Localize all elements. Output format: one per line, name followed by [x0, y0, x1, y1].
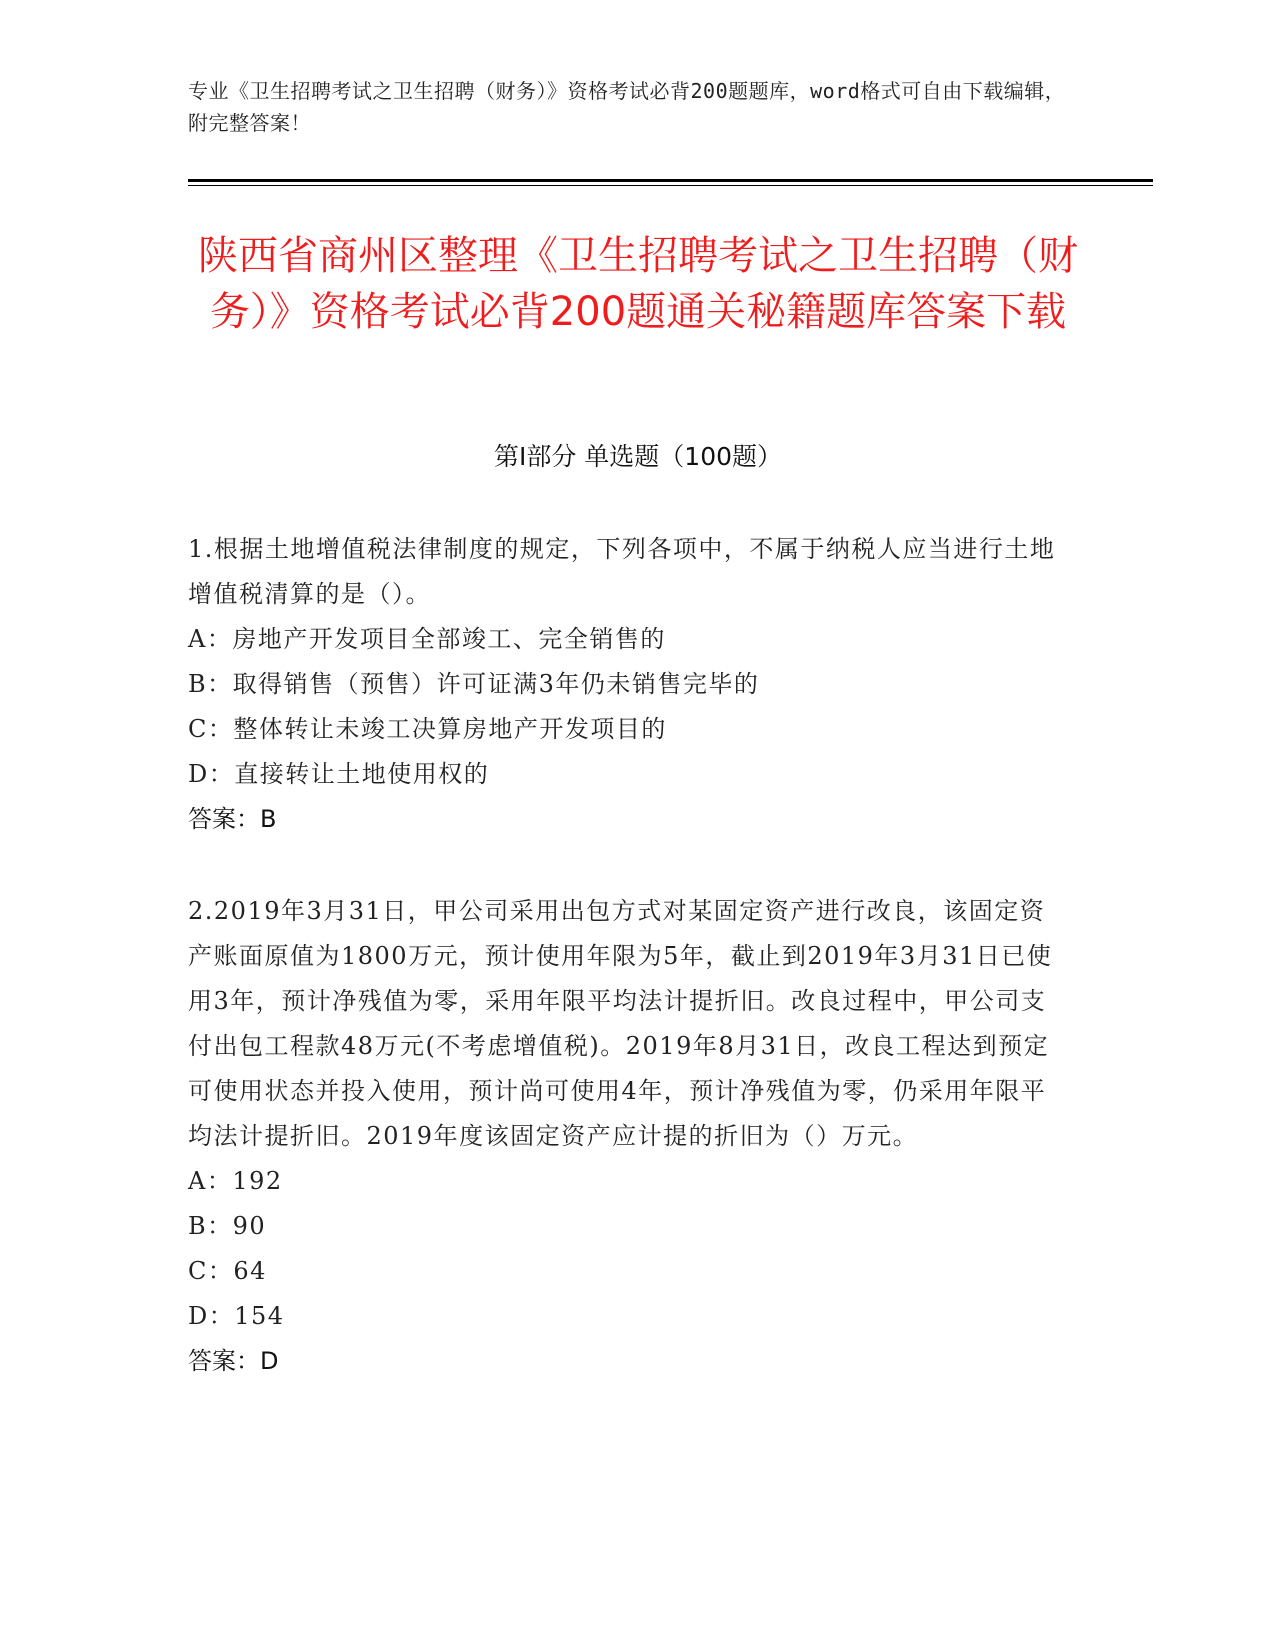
question-2-option-c: C：64 [188, 1257, 267, 1285]
header-rule-thick [188, 179, 1153, 182]
question-1-option-b: B：取得销售（预售）许可证满3年仍未销售完毕的 [188, 670, 760, 698]
question-1-text: 1.根据土地增值税法律制度的规定，下列各项中，不属于纳税人应当进行土地增值税清算的是（）。 [188, 535, 1056, 608]
question-2 [188, 889, 1068, 1384]
question-2-option-a: A：192 [188, 1167, 283, 1195]
question-2-option-d: D：154 [188, 1302, 285, 1330]
header-rule-thin [188, 185, 1153, 186]
header-note: 专业《卫生招聘考试之卫生招聘（财务）》资格考试必背200题题库，word格式可自由下载编辑，附完整答案！ [188, 79, 1066, 135]
question-1 [188, 527, 1068, 842]
question-2-answer: 答案：D [188, 1347, 279, 1375]
section-heading: 第I部分 单选题（100题） [493, 442, 783, 471]
question-1-option-d: D：直接转让土地使用权的 [188, 760, 490, 788]
question-2-text: 2.2019年3月31日，甲公司采用出包方式对某固定资产进行改良，该固定资产账面原值为1800万元，预计使用年限为5年，截止到2019年3月31日已使用3年，预计净残值为零，采用年限平均法计提折旧。改良过程中，甲公司支付出包工程款48万元(不考虑增值税)。2019年8月31日，改良工程达到预定可使用状态并投入使用，预计尚可使用4年，预计净残值为零，仍采用年限平均法计提折旧。2019年度该固定资产应计提的折旧为（）万元。 [188, 897, 1053, 1150]
question-2-option-b: B：90 [188, 1212, 267, 1240]
question-1-option-c: C：整体转让未竣工决算房地产开发项目的 [188, 715, 667, 743]
document-title: 陕西省商州区整理《卫生招聘考试之卫生招聘（财务）》资格考试必背200题通关秘籍题库答案下载 [198, 233, 1078, 335]
question-1-answer: 答案：B [188, 805, 277, 833]
question-1-option-a: A：房地产开发项目全部竣工、完全销售的 [188, 625, 666, 653]
